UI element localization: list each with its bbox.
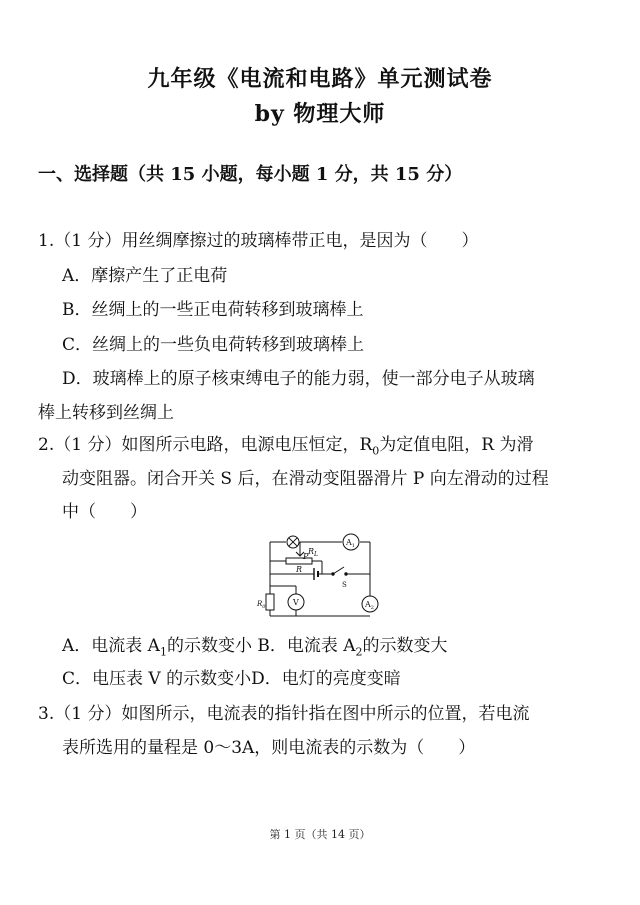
document-subtitle: by 物理大师	[254, 101, 386, 127]
section-heading: 一、选择题（共 15 小题，每小题 1 分，共 15 分）	[38, 164, 463, 185]
switch-icon	[333, 567, 344, 574]
rheostat-label: R	[296, 565, 303, 574]
voltmeter-label: V	[293, 598, 299, 607]
question-2-options-cd: C．电压表 V 的示数变小D．电灯的亮度变暗	[62, 669, 401, 689]
r0-label: $R_0$	[257, 600, 266, 610]
question-1-stem: 1.（1 分）用丝绸摩擦过的玻璃棒带正电，是因为（ ）	[38, 231, 479, 251]
question-1-option-c: C．丝绸上的一些负电荷转移到玻璃棒上	[62, 335, 365, 355]
ammeter-a2-label: $A_2$	[365, 600, 374, 611]
page-number: 第 1 页（共 14 页）	[269, 828, 371, 841]
question-3-stem-line1: 3.（1 分）如图所示，电流表的指针指在图中所示的位置，若电流	[38, 704, 530, 724]
switch-label: S	[342, 581, 347, 589]
question-1-option-b: B．丝绸上的一些正电荷转移到玻璃棒上	[62, 300, 364, 320]
question-1-option-d-cont: 棒上转移到丝绸上	[38, 403, 174, 423]
question-2-stem-line3: 中（ ）	[62, 502, 147, 522]
question-2-stem-line1: 2.（1 分）如图所示电路，电源电压恒定，$R_0$为定值电阻，R 为滑	[38, 435, 534, 458]
question-2-stem-line2: 动变阻器。闭合开关 S 后，在滑动变阻器滑片 P 向左滑动的过程	[62, 469, 549, 489]
question-2-options-ab: A．电流表 $A_1$的示数变小 B．电流表 $A_2$的示数变大	[62, 636, 448, 659]
lamp-label: $R_L$	[308, 547, 319, 558]
question-1-option-d: D．玻璃棒上的原子核束缚电子的能力弱，使一部分电子从玻璃	[62, 369, 535, 389]
slider-label: P	[303, 552, 309, 561]
ammeter-a1-label: $A_1$	[346, 538, 355, 549]
document-title: 九年级《电流和电路》单元测试卷	[147, 66, 493, 92]
resistor-r0-icon	[266, 594, 274, 610]
question-3-stem-line2: 表所选用的量程是 0～3A，则电流表的示数为（ ）	[62, 738, 476, 758]
circuit-diagram	[256, 524, 388, 622]
question-1-option-a: A．摩擦产生了正电荷	[62, 266, 228, 286]
